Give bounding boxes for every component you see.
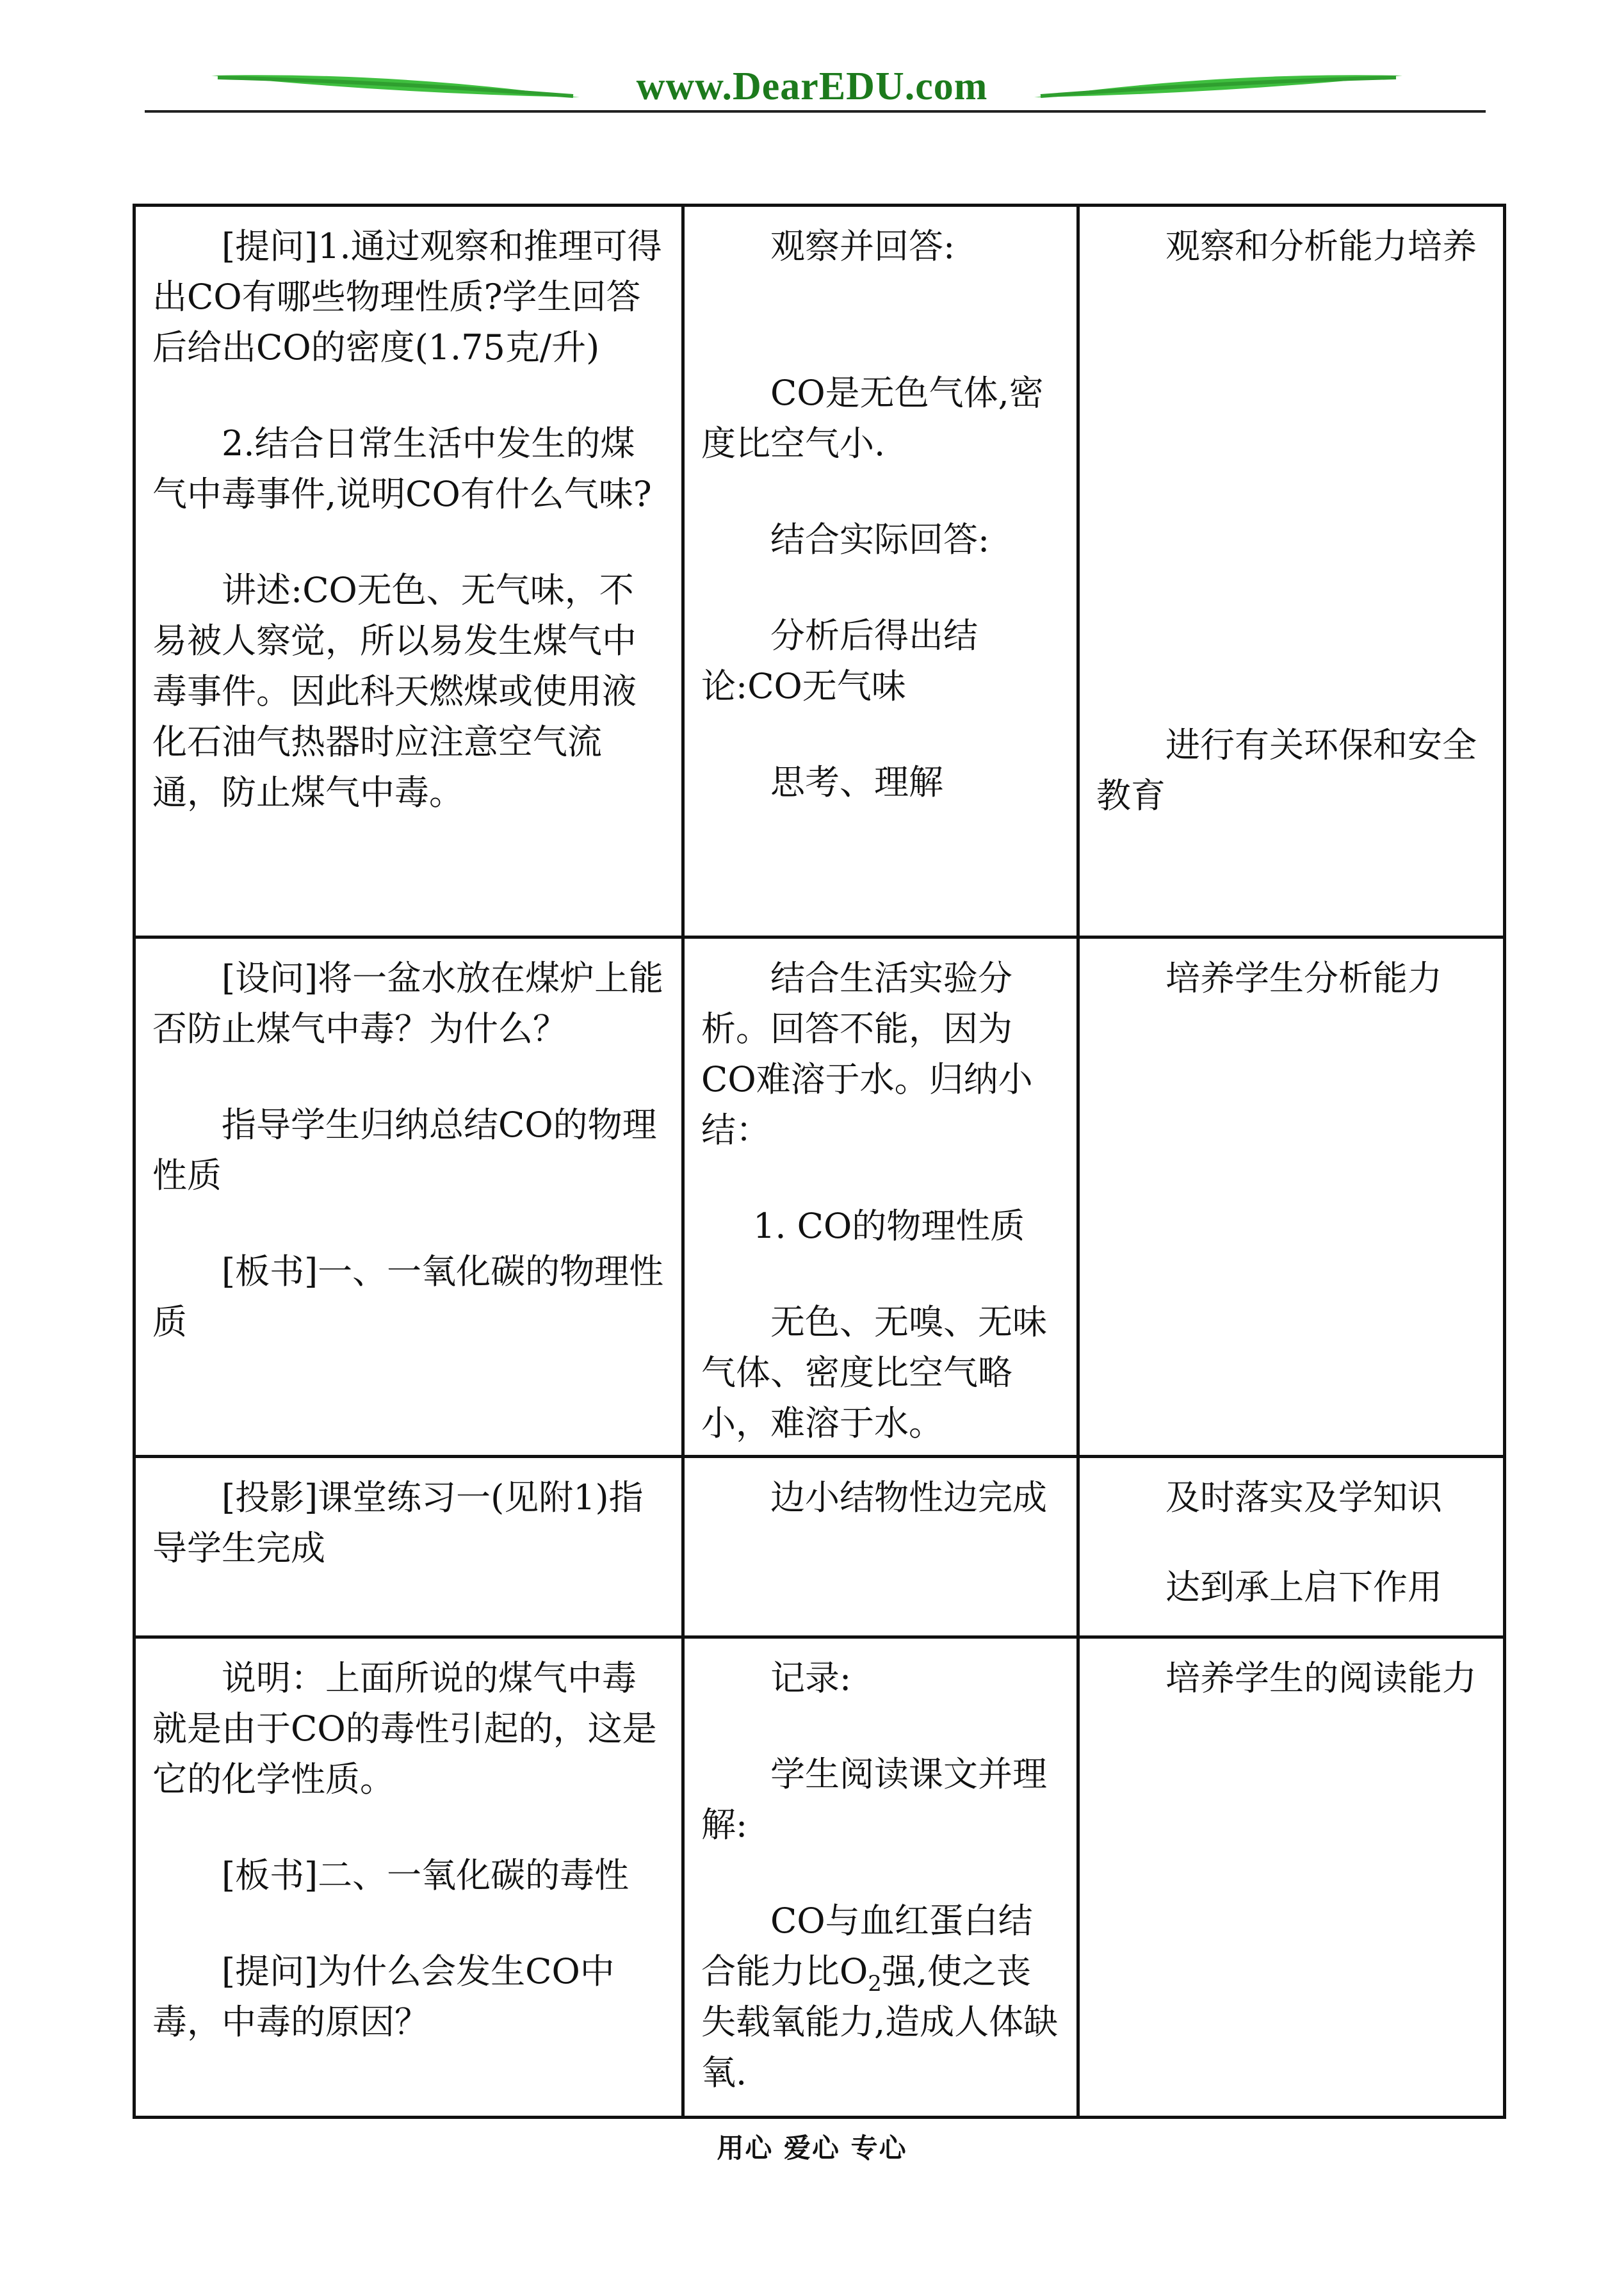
student-text: 无色、无嗅、无味气体、密度比空气略小，难溶于水。 (701, 1302, 1047, 1443)
lesson-plan-table (133, 204, 1506, 2119)
purpose-text: 进行有关环保和安全教育 (1096, 725, 1477, 816)
teacher-text: [板书]二、一氧化碳的毒性 (222, 1855, 629, 1895)
purpose-text: 及时落实及学知识 (1165, 1477, 1442, 1518)
teacher-text: [提问]1.通过观察和推理可得出CO有哪些物理性质?学生回答后给出CO的密度(1.75克/升) (152, 226, 662, 368)
teacher-text: [提问]为什么会发生CO中毒，中毒的原因？ (152, 1951, 615, 2042)
table-row (134, 206, 1505, 937)
table-row (134, 1637, 1505, 2118)
purpose-text: 观察和分析能力培养 (1165, 226, 1477, 266)
teacher-text: 说明：上面所说的煤气中毒就是由于CO的毒性引起的，这是它的化学性质。 (152, 1658, 657, 1799)
purpose-text: 达到承上启下作用 (1165, 1567, 1442, 1607)
teacher-activity-cell (134, 1637, 683, 2118)
site-url: www.DearEDU.com (636, 65, 988, 108)
student-text: 分析后得出结论:CO无气味 (701, 615, 978, 706)
table-row (134, 1457, 1505, 1637)
teacher-activity-cell (134, 1457, 683, 1637)
student-text (701, 1895, 1061, 2098)
oxygen-subscript: 2 (868, 1970, 882, 1997)
teacher-text: 讲述:CO无色、无气味，不易被人察觉，所以易发生煤气中毒事件。因此科天燃煤或使用液化石油气热器时应注意空气流通，防止煤气中毒。 (152, 570, 637, 813)
student-text: 结合生活实验分析。回答不能，因为CO难溶于水。归纳小结： (701, 958, 1033, 1150)
design-purpose-cell (1078, 937, 1505, 1457)
teacher-text: [设问]将一盆水放在煤炉上能否防止煤气中毒？为什么？ (152, 958, 664, 1049)
student-text: 1. CO的物理性质 (753, 1206, 1025, 1246)
teacher-activity-cell (134, 206, 683, 937)
student-text: 观察并回答: (770, 226, 955, 266)
student-activity-cell (683, 937, 1078, 1457)
header-rule (145, 110, 1486, 113)
student-text: 结合实际回答: (770, 519, 990, 560)
page-header (0, 0, 1624, 122)
teacher-text: [投影]课堂练习一(见附1)指导学生完成 (152, 1477, 644, 1568)
co-binding-text-cont: 强,使之丧失载氧能力,造成人体缺氧. (701, 1951, 1059, 2093)
teacher-text: [板书]一、一氧化碳的物理性质 (152, 1251, 664, 1342)
student-text: 思考、理解 (770, 762, 943, 802)
student-text: CO是无色气体,密度比空气小. (701, 373, 1044, 464)
student-text: 边小结物性边完成 (770, 1477, 1047, 1518)
teacher-activity-cell (134, 937, 683, 1457)
purpose-text: 培养学生的阅读能力 (1165, 1658, 1477, 1698)
student-activity-cell (683, 1457, 1078, 1637)
student-text: 记录: (770, 1658, 852, 1698)
design-purpose-cell (1078, 1637, 1505, 2118)
purpose-text: 培养学生分析能力 (1165, 958, 1442, 998)
page-footer: 用心 爱心 专心 (717, 2132, 907, 2164)
teacher-text: 2.结合日常生活中发生的煤气中毒事件,说明CO有什么气味? (152, 423, 652, 514)
design-purpose-cell (1078, 206, 1505, 937)
student-activity-cell (683, 206, 1078, 937)
table-row (134, 937, 1505, 1457)
teacher-text: 指导学生归纳总结CO的物理性质 (152, 1105, 657, 1196)
student-text: 学生阅读课文并理解: (701, 1754, 1047, 1845)
student-activity-cell (683, 1637, 1078, 2118)
co-binding-text: CO与血红蛋白结合能力比O (701, 1901, 1033, 1991)
design-purpose-cell (1078, 1457, 1505, 1637)
